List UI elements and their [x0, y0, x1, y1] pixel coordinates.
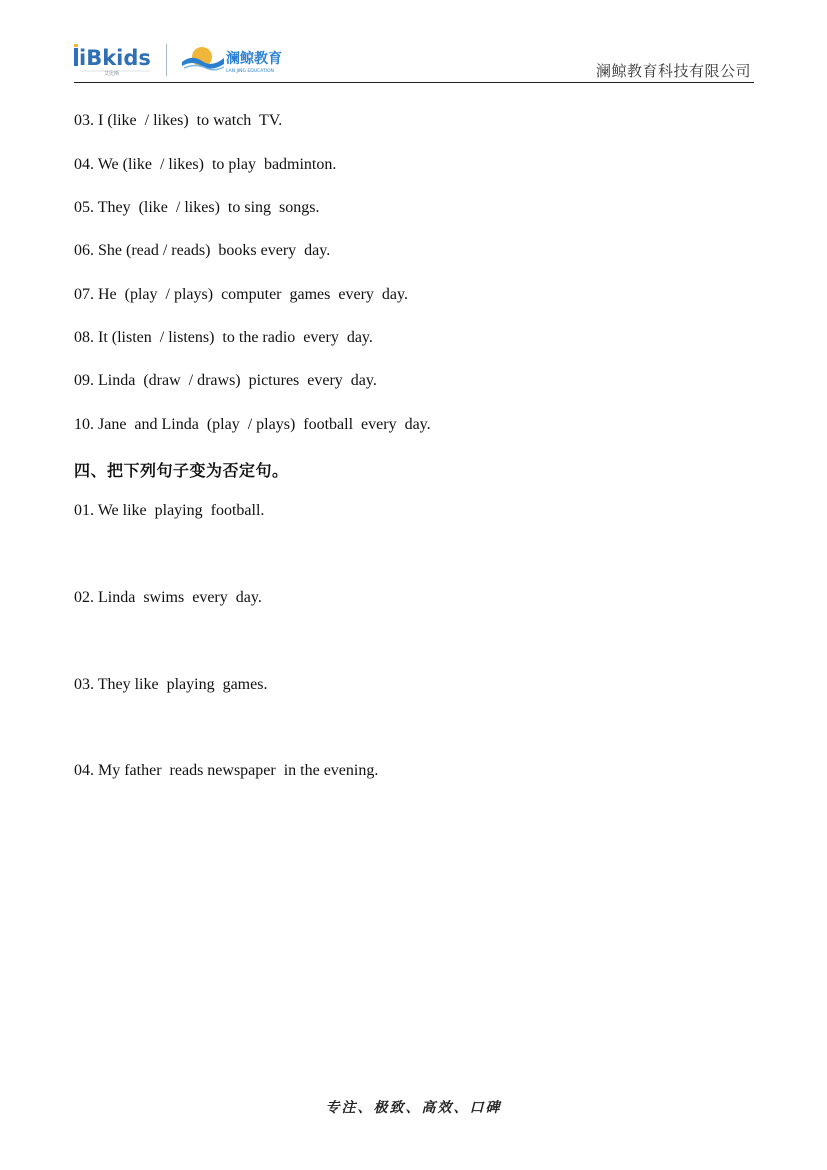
exercise-item: 03. They like playing games.: [74, 676, 268, 693]
header-rule: [74, 82, 754, 83]
exercise-item: 01. We like playing football.: [74, 502, 265, 519]
exercise-item: 10. Jane and Linda (play / plays) football every day.: [74, 416, 431, 433]
exercise-item: 03. I (like / likes) to watch TV.: [74, 112, 283, 129]
lanjing-logo: [180, 44, 292, 76]
exercise-item: 08. It (listen / listens) to the radio every day.: [74, 329, 373, 346]
company-name: 澜鲸教育科技有限公司: [595, 62, 751, 80]
logo-divider: [166, 44, 167, 76]
footer-slogan: 专注、极致、高效、口碑: [325, 1100, 502, 1116]
exercise-item: 04. We (like / likes) to play badminton.: [74, 156, 337, 173]
lanjing-logo-subtext: LAN JING EDUCATION: [226, 69, 274, 74]
lanjing-logo-text: 澜鲸教育: [226, 51, 282, 67]
exercise-item: 07. He (play / plays) computer games every day.: [74, 286, 408, 303]
exercise-item: 02. Linda swims every day.: [74, 589, 262, 606]
exercise-item: 04. My father reads newspaper in the evening.: [74, 762, 379, 779]
ibkids-logo-text: iBkids: [79, 46, 151, 70]
ibkids-logo: [74, 44, 156, 76]
ibkids-logo-subtext: 艾比斯: [104, 71, 120, 76]
exercise-item: 09. Linda (draw / draws) pictures every day.: [74, 372, 377, 389]
section-heading: 四、把下列句子变为否定句。: [74, 461, 289, 480]
page-header: [0, 0, 827, 90]
exercise-item: 06. She (read / reads) books every day.: [74, 242, 331, 259]
exercise-item: 05. They (like / likes) to sing songs.: [74, 199, 320, 216]
